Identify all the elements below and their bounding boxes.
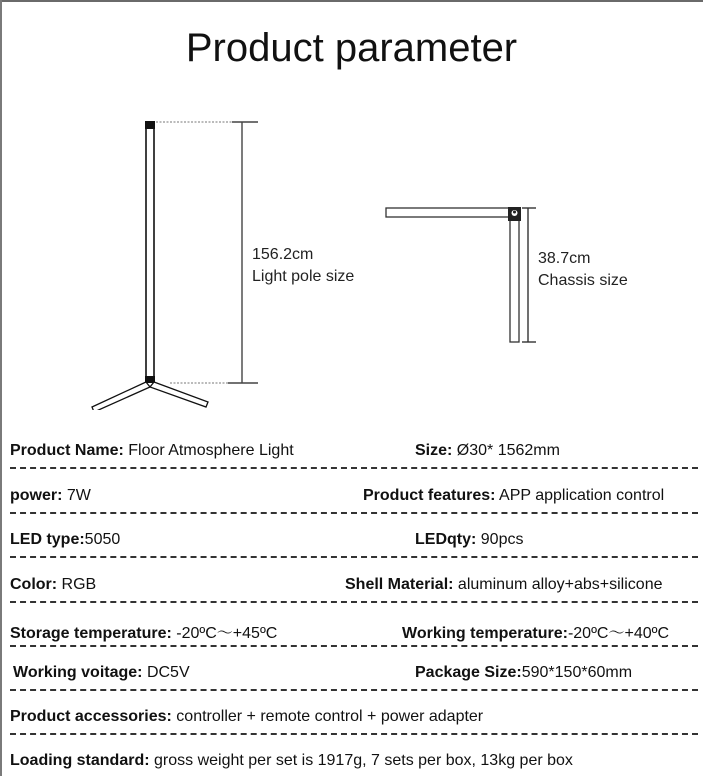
spec-row-product-name	[10, 442, 698, 466]
pole-caption: Light pole size	[252, 268, 355, 285]
spec-row-color	[10, 576, 698, 600]
chassis-caption: Chassis size	[538, 272, 628, 289]
spec-product-accessories: Product accessories: controller + remote control + power adapter	[10, 708, 484, 725]
spec-shell-material: Shell Material: aluminum alloy+abs+silicone	[345, 576, 663, 593]
spec-working-temperature: Working temperature:-20ºC～+40ºC	[402, 625, 670, 642]
pole-dimension-label	[252, 244, 354, 288]
spec-working-voltage: Working voitage: DC5V	[13, 664, 190, 681]
spec-row-led-type	[10, 531, 698, 555]
spec-storage-temperature: Storage temperature: -20ºC～+45ºC	[10, 625, 278, 642]
spec-row-temperature	[10, 620, 698, 644]
spec-power: power: 7W	[10, 487, 91, 504]
spec-row-voltage	[10, 664, 698, 688]
divider	[10, 733, 698, 735]
divider	[10, 601, 698, 603]
pole-measurement: 156.2cm	[252, 246, 314, 263]
spec-product-name: Product Name: Floor Atmosphere Light	[10, 442, 294, 459]
spec-size: Size: Ø30* 1562mm	[415, 442, 560, 459]
spec-package-size: Package Size:590*150*60mm	[415, 664, 633, 681]
spec-led-type: LED type:5050	[10, 531, 121, 548]
spec-row-power	[10, 487, 698, 511]
top-border	[0, 0, 703, 2]
chassis-diagram-icon	[380, 200, 540, 350]
left-border	[0, 0, 2, 776]
chassis-measurement: 38.7cm	[538, 250, 591, 267]
divider	[10, 556, 698, 558]
spec-led-qty: LEDqty: 90pcs	[415, 531, 524, 548]
divider	[10, 645, 698, 647]
divider	[10, 689, 698, 691]
divider	[10, 512, 698, 514]
spec-loading-standard: Loading standard: gross weight per set is 1917g, 7 sets per box, 13kg per box	[10, 752, 573, 769]
chassis-dimension-label	[538, 248, 628, 292]
spec-product-features: Product features: APP application control	[363, 487, 665, 504]
spec-row-accessories	[10, 708, 698, 732]
light-pole-diagram-icon	[80, 110, 260, 410]
spec-color: Color: RGB	[10, 576, 97, 593]
spec-row-loading	[10, 752, 698, 776]
page-title: Product parameter	[185, 26, 518, 70]
divider	[10, 467, 698, 469]
